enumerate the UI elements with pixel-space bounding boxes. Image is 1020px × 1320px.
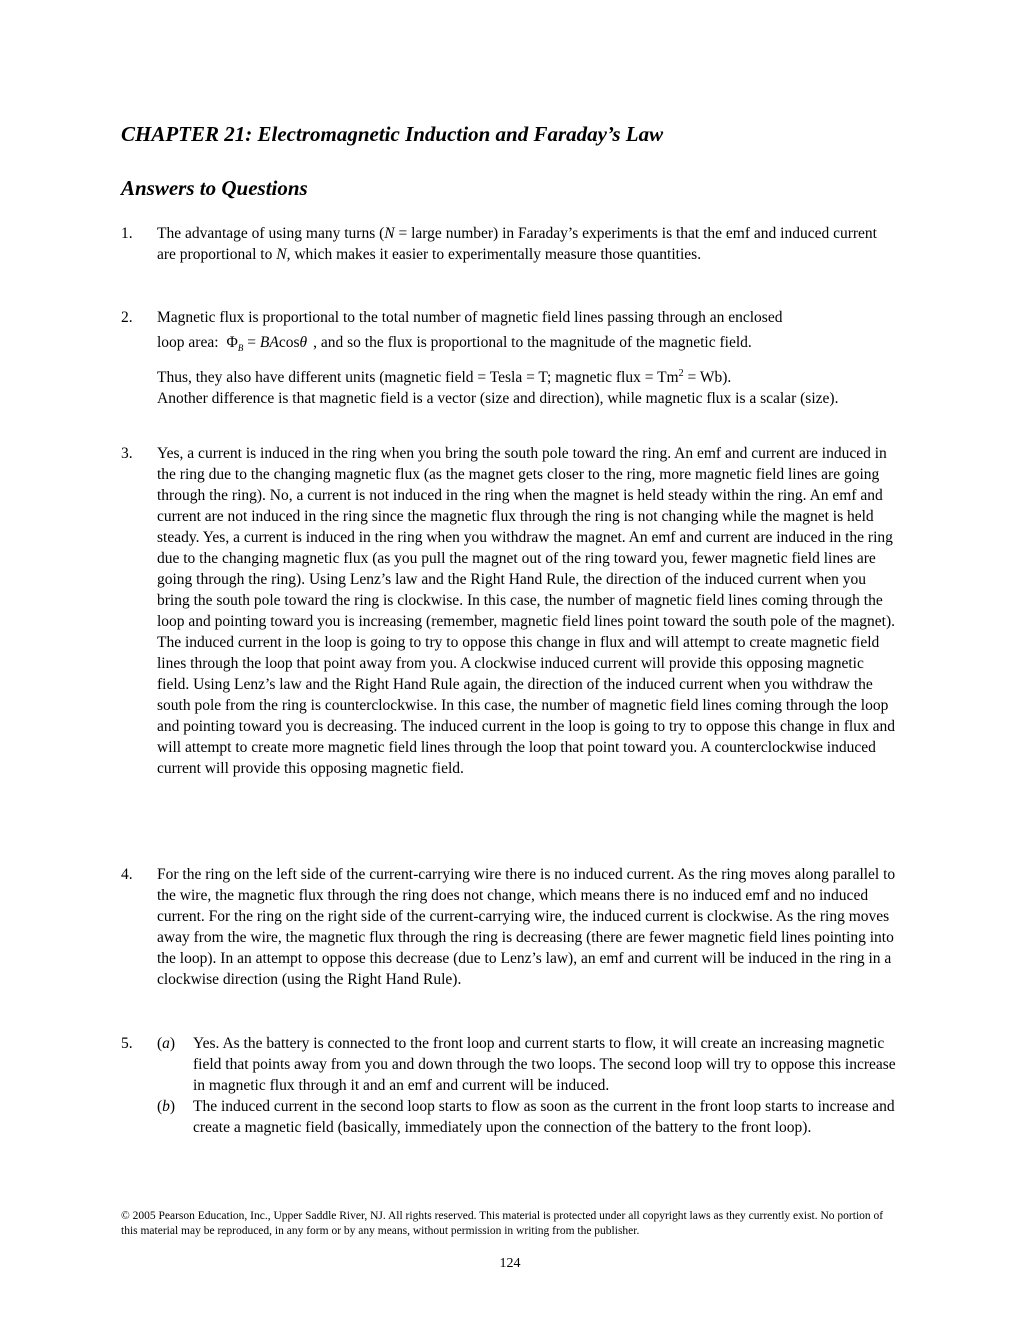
question-2 bbox=[121, 307, 897, 409]
part-label: (a) bbox=[157, 1035, 176, 1052]
question-3 bbox=[121, 443, 897, 779]
part-label: (b) bbox=[157, 1098, 176, 1115]
question-number: 3. bbox=[121, 445, 133, 462]
question-number: 2. bbox=[121, 309, 133, 326]
copyright-footer: © 2005 Pearson Education, Inc., Upper Saddle River, NJ. All rights reserved. This material is protected under all copyright laws as they currently exist. No portion of this material may be reproduced, in any form or by any means, without permission in writing from the publisher. bbox=[121, 1210, 884, 1237]
question-2-text: Magnetic flux is proportional to the total number of magnetic field lines passing through an enclosed loop area: $\Phi_B = BAcos\theta$ , and so the flux is proportional to the magnitude of the magnetic field. Thus, they also have different units (magnetic field = Tesla = T; magnetic flux = $Tm^2 = Wb$). Another difference is that magnetic field is a vector (size and direction), while magnetic flux is a scalar (size). bbox=[157, 309, 839, 408]
question-number: 1. bbox=[121, 225, 133, 242]
chapter-title: CHAPTER 21: Electromagnetic Induction and Faraday’s Law bbox=[121, 122, 664, 146]
flux-formula: $\Phi_B = BAcos\theta$ bbox=[226, 334, 308, 354]
question-3-text: Yes, a current is induced in the ring when you bring the south pole toward the ring. An emf and current are induced in the ring due to the changing magnetic flux (as the magnet gets closer to the ring, more magnetic field lines are going through the ring). No, a current is not induced in the ring when the magnet is held steady within the ring. An emf and current are not induced in the ring since the magnetic flux through the ring is not changing while the magnet is held steady. Yes, a current is induced in the ring when you withdraw the magnet. An emf and current are induced in the ring due to the changing magnetic flux (as you pull the magnet out of the ring toward you, fewer magnetic field lines are going through the ring). Using Lenz’s law and the Right Hand Rule, the direction of the induced current when you bring the south pole toward the ring is clockwise. In this case, the number of magnetic field lines coming through the loop and pointing toward you is increasing (remember, magnetic field lines point toward the south pole of the magnet). The induced current in the loop is going to try to oppose this change in flux and will attempt to create magnetic field lines through the loop that point away from you. A clockwise induced current will provide this opposing magnetic field. Using Lenz’s law and the Right Hand Rule again, the direction of the induced current when you withdraw the south pole from the ring is counterclockwise. In this case, the number of magnetic field lines coming through the loop and pointing toward you is decreasing. The induced current in the loop is going to try to oppose this change in flux and will attempt to create more magnetic field lines through the loop that point toward you. A counterclockwise induced current will provide this opposing magnetic field. bbox=[157, 445, 896, 777]
question-4 bbox=[121, 864, 897, 990]
question-number: 4. bbox=[121, 866, 133, 883]
question-1 bbox=[121, 223, 897, 265]
question-1-text: The advantage of using many turns (N = large number) in Faraday’s experiments is that the emf and induced current are proportional to N, which makes it easier to experimentally measure those quantities. bbox=[157, 225, 877, 263]
question-4-text: For the ring on the left side of the current-carrying wire there is no induced current. As the ring moves along parallel to the wire, the magnetic flux through the ring does not change, which means there is no induced emf and no induced current. For the ring on the right side of the current-carrying wire, the induced current is clockwise. As the ring moves away from the wire, the magnetic flux through the ring is decreasing (there are fewer magnetic field lines pointing into the loop). In an attempt to oppose this decrease (due to Lenz’s law), an emf and current will be induced in the ring in a clockwise direction (using the Right Hand Rule). bbox=[157, 866, 896, 988]
section-title: Answers to Questions bbox=[121, 176, 308, 200]
page-number: 124 bbox=[499, 1256, 521, 1271]
question-5b: (b) The induced current in the second loop starts to flow as soon as the current in the front loop starts to increase and create a magnetic field (basically, immediately upon the connection of the battery to the front loop). bbox=[157, 1098, 895, 1136]
question-number: 5. bbox=[121, 1035, 133, 1052]
question-5a: (a) Yes. As the battery is connected to the front loop and current starts to flow, it will create an increasing magnetic field that points away from you and down through the two loops. The second loop will try to oppose this increase in magnetic flux through it and an emf and current will be induced. bbox=[157, 1035, 896, 1094]
question-5 bbox=[121, 1033, 897, 1138]
